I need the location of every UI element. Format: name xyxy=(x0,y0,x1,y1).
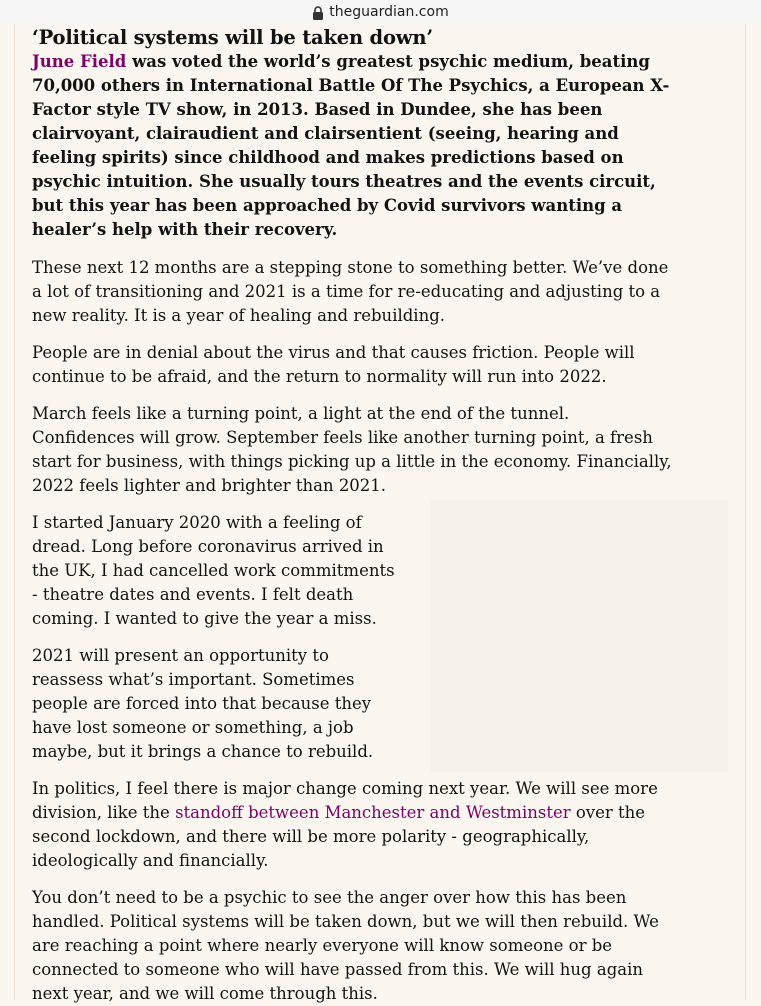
politics-text-end: over the second lockdown, and there will be more polarity - geographically, ideologically and financially. xyxy=(32,803,646,870)
politics-text-start: In politics, I feel there is major change coming next year. We will see more division, like the xyxy=(32,779,658,822)
paragraph: 2021 will present an opportunity to reassess what’s important. Sometimes people are forced into that because they have lost someone or something, a job maybe, but it brings a chance to rebuild. xyxy=(32,646,374,761)
paragraph: People are in denial about the virus and that causes friction. People will continue to be afraid, and the return to normality will run into 2022. xyxy=(32,343,635,386)
politics-paragraph xyxy=(32,777,672,873)
paragraph: These next 12 months are a stepping stone to something better. We’ve done a lot of transitioning and 2021 is a time for re-educating and adjusting to a new reality. It is a year of healing and rebuilding. xyxy=(32,258,669,325)
lock-icon xyxy=(312,6,324,20)
site-domain: theguardian.com xyxy=(329,4,449,20)
browser-address-bar[interactable] xyxy=(0,0,761,24)
paragraph: I started January 2020 with a feeling of dread. Long before coronavirus arrived in the UK, I had cancelled work commitments - theatre dates and events. I felt death coming. I wanted to give the year a miss. xyxy=(32,513,395,628)
contributor-bio: was voted the world’s greatest psychic medium, beating 70,000 others in International Battle Of The Psychics, a European X-Factor style TV show, in 2013. Based in Dundee, she has been clairvoyant, clairaudient and clairsentient (seeing, hearing and feeling spirits) since childhood and makes predictions based on psychic intuition. She usually tours theatres and the events circuit, but this year has been approached by Covid survivors wanting a healer’s help with their recovery. xyxy=(32,52,670,239)
section-heading: ‘Political systems will be taken down’ xyxy=(32,26,433,49)
paragraph: March feels like a turning point, a light at the end of the tunnel. Confidences will grow. September feels like another turning point, a fresh start for business, with things picking up a little in the economy. Financially, 2022 feels lighter and brighter than 2021. xyxy=(32,404,672,495)
paragraph: You don’t need to be a psychic to see the anger over how this has been handled. Political systems will be taken down, but we will then rebuild. We are reaching a point where nearly everyone will know someone or be connected to someone who will have passed from this. We will hug again next year, and we will come through this. xyxy=(32,888,659,1003)
contributor-intro xyxy=(32,50,672,242)
article-body xyxy=(32,24,672,1006)
contributor-name-link[interactable]: June Field xyxy=(32,52,127,71)
standoff-article-link[interactable]: standoff between Manchester and Westminster xyxy=(175,803,571,822)
